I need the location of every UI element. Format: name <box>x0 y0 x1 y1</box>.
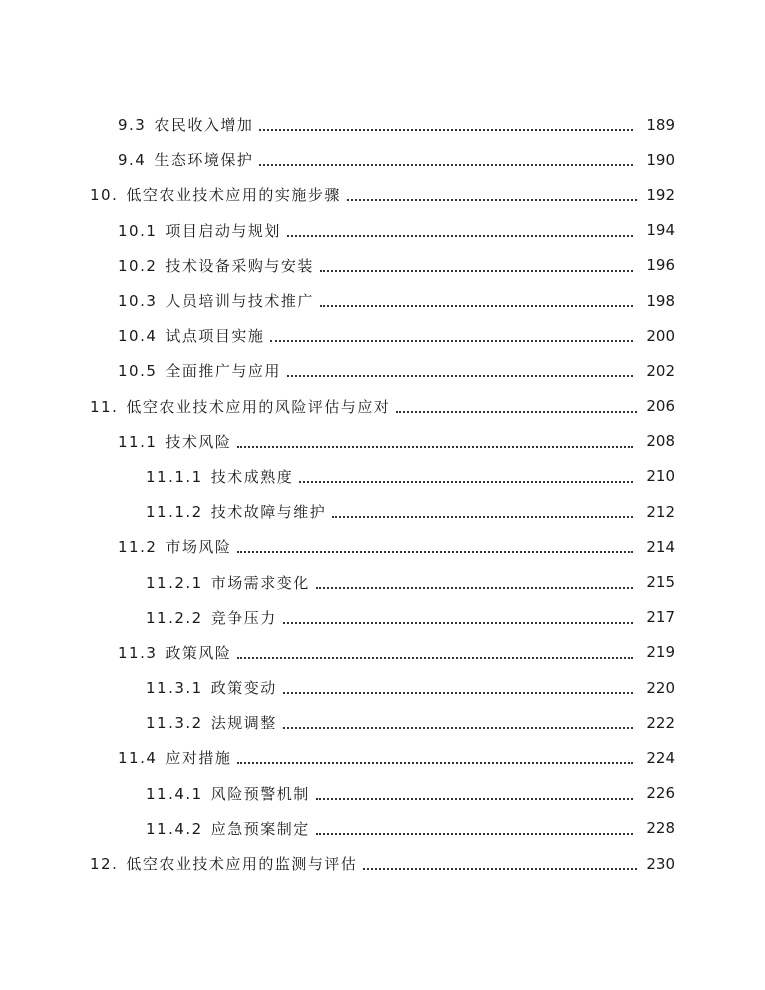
toc-entry-page-number: 208 <box>646 432 675 451</box>
toc-entry-page-number: 200 <box>646 326 675 345</box>
dot-leader <box>316 586 633 589</box>
toc-entry-number: 11.3.1 <box>146 679 203 698</box>
dot-leader <box>287 374 633 377</box>
toc-entry-page-number: 212 <box>646 502 675 521</box>
toc-entry-number: 11.1.2 <box>146 503 203 522</box>
toc-entry[interactable] <box>0 389 765 424</box>
toc-entry-heading <box>118 360 281 381</box>
toc-entry[interactable] <box>0 600 765 635</box>
toc-entry-title: 生态环境保护 <box>154 151 254 170</box>
toc-entry[interactable] <box>0 424 765 459</box>
toc-entry[interactable] <box>0 811 765 846</box>
toc-entry-number: 10. <box>90 186 119 205</box>
dot-leader <box>299 480 633 483</box>
toc-entry-number: 11.3 <box>118 643 158 662</box>
toc-entry-heading <box>146 607 277 628</box>
dot-leader <box>363 867 637 870</box>
toc-entry[interactable] <box>0 846 765 881</box>
toc-entry-title: 全面推广与应用 <box>165 362 281 381</box>
toc-entry-number: 11.1.1 <box>146 467 203 486</box>
toc-entry[interactable] <box>0 459 765 494</box>
toc-entry-heading <box>146 818 310 839</box>
toc-entry-number: 11.2.2 <box>146 608 203 627</box>
dot-leader <box>283 691 633 694</box>
toc-entry-number: 10.5 <box>118 362 158 381</box>
toc-entry-page-number: 194 <box>646 221 675 240</box>
toc-entry-title: 应急预案制定 <box>210 819 310 838</box>
toc-entry-number: 9.4 <box>118 151 147 170</box>
toc-entry-title: 政策变动 <box>210 679 277 698</box>
toc-entry-title: 低空农业技术应用的监测与评估 <box>126 855 358 874</box>
toc-entry-title: 竞争压力 <box>210 608 277 627</box>
toc-entry-heading <box>146 712 277 733</box>
toc-entry-page-number: 230 <box>646 854 675 873</box>
table-of-contents <box>0 107 765 881</box>
toc-entry-heading <box>146 783 310 804</box>
toc-entry-number: 11.2.1 <box>146 573 203 592</box>
toc-entry[interactable] <box>0 670 765 705</box>
dot-leader <box>270 339 633 342</box>
toc-entry-page-number: 215 <box>646 573 675 592</box>
toc-entry-number: 11.3.2 <box>146 714 203 733</box>
dot-leader <box>237 445 633 448</box>
toc-entry[interactable] <box>0 142 765 177</box>
toc-entry-page-number: 217 <box>646 608 675 627</box>
toc-entry[interactable] <box>0 177 765 212</box>
toc-entry[interactable] <box>0 740 765 775</box>
toc-entry[interactable] <box>0 107 765 142</box>
toc-entry-number: 11.4.2 <box>146 819 203 838</box>
toc-entry[interactable] <box>0 635 765 670</box>
dot-leader <box>237 656 633 659</box>
toc-entry[interactable] <box>0 776 765 811</box>
toc-entry-heading <box>90 396 390 417</box>
dot-leader <box>320 304 633 307</box>
toc-entry-page-number: 219 <box>646 643 675 662</box>
toc-entry-title: 试点项目实施 <box>165 327 265 346</box>
toc-entry-number: 12. <box>90 855 119 874</box>
toc-entry-page-number: 198 <box>646 291 675 310</box>
toc-entry-heading <box>118 325 264 346</box>
toc-entry-heading <box>118 255 314 276</box>
toc-entry-page-number: 196 <box>646 256 675 275</box>
dot-leader <box>237 761 633 764</box>
toc-entry-number: 11. <box>90 397 119 416</box>
toc-entry-heading <box>90 184 341 205</box>
toc-entry-page-number: 214 <box>646 537 675 556</box>
toc-entry-heading <box>146 572 310 593</box>
toc-entry[interactable] <box>0 353 765 388</box>
toc-entry-page-number: 222 <box>646 713 675 732</box>
toc-entry-title: 政策风险 <box>165 643 232 662</box>
dot-leader <box>396 410 637 413</box>
toc-entry-page-number: 189 <box>646 115 675 134</box>
toc-entry-heading <box>118 747 231 768</box>
toc-entry-number: 10.2 <box>118 256 158 275</box>
toc-entry[interactable] <box>0 494 765 529</box>
dot-leader <box>320 269 633 272</box>
toc-entry-title: 技术故障与维护 <box>210 503 327 522</box>
toc-entry[interactable] <box>0 705 765 740</box>
toc-entry-title: 人员培训与技术推广 <box>165 292 314 311</box>
toc-entry-title: 市场风险 <box>165 538 232 557</box>
toc-entry[interactable] <box>0 283 765 318</box>
toc-entry-heading <box>118 536 231 557</box>
toc-entry-title: 农民收入增加 <box>154 116 254 135</box>
toc-entry-title: 技术成熟度 <box>210 467 294 486</box>
toc-entry-title: 低空农业技术应用的风险评估与应对 <box>126 397 391 416</box>
toc-entry-heading <box>90 853 357 874</box>
toc-entry[interactable] <box>0 529 765 564</box>
toc-entry-heading <box>118 149 253 170</box>
toc-entry-page-number: 210 <box>646 467 675 486</box>
toc-entry-number: 9.3 <box>118 116 147 135</box>
dot-leader <box>237 550 633 553</box>
toc-entry-title: 项目启动与规划 <box>165 221 281 240</box>
dot-leader <box>283 726 633 729</box>
dot-leader <box>259 163 633 166</box>
toc-entry-heading <box>118 220 281 241</box>
toc-entry-title: 低空农业技术应用的实施步骤 <box>126 186 341 205</box>
dot-leader <box>287 234 633 237</box>
toc-entry-page-number: 220 <box>646 678 675 697</box>
toc-entry-page-number: 190 <box>646 150 675 169</box>
toc-entry-number: 11.1 <box>118 432 158 451</box>
toc-entry-number: 11.2 <box>118 538 158 557</box>
toc-entry[interactable] <box>0 318 765 353</box>
toc-entry-number: 10.1 <box>118 221 158 240</box>
toc-entry-title: 应对措施 <box>165 749 232 768</box>
toc-entry-number: 10.4 <box>118 327 158 346</box>
toc-entry-heading <box>146 501 326 522</box>
toc-entry[interactable] <box>0 213 765 248</box>
dot-leader <box>347 198 637 201</box>
toc-entry-page-number: 228 <box>646 819 675 838</box>
toc-entry-heading <box>146 677 277 698</box>
toc-entry-number: 11.4 <box>118 749 158 768</box>
dot-leader <box>332 515 633 518</box>
toc-entry[interactable] <box>0 248 765 283</box>
toc-entry-page-number: 226 <box>646 784 675 803</box>
toc-entry-number: 10.3 <box>118 292 158 311</box>
toc-entry-heading <box>118 431 231 452</box>
toc-entry-heading <box>146 466 293 487</box>
toc-entry-page-number: 192 <box>646 185 675 204</box>
toc-entry-title: 市场需求变化 <box>210 573 310 592</box>
toc-entry-heading <box>118 290 314 311</box>
toc-entry-title: 风险预警机制 <box>210 784 310 803</box>
toc-entry-page-number: 206 <box>646 397 675 416</box>
dot-leader <box>259 128 633 131</box>
toc-entry-page-number: 224 <box>646 748 675 767</box>
dot-leader <box>316 797 633 800</box>
toc-entry[interactable] <box>0 564 765 599</box>
toc-entry-heading <box>118 642 231 663</box>
toc-entry-title: 技术设备采购与安装 <box>165 256 314 275</box>
toc-entry-number: 11.4.1 <box>146 784 203 803</box>
toc-entry-page-number: 202 <box>646 361 675 380</box>
dot-leader <box>283 621 633 624</box>
toc-entry-title: 法规调整 <box>210 714 277 733</box>
dot-leader <box>316 832 633 835</box>
toc-entry-heading <box>118 114 253 135</box>
toc-entry-title: 技术风险 <box>165 432 232 451</box>
